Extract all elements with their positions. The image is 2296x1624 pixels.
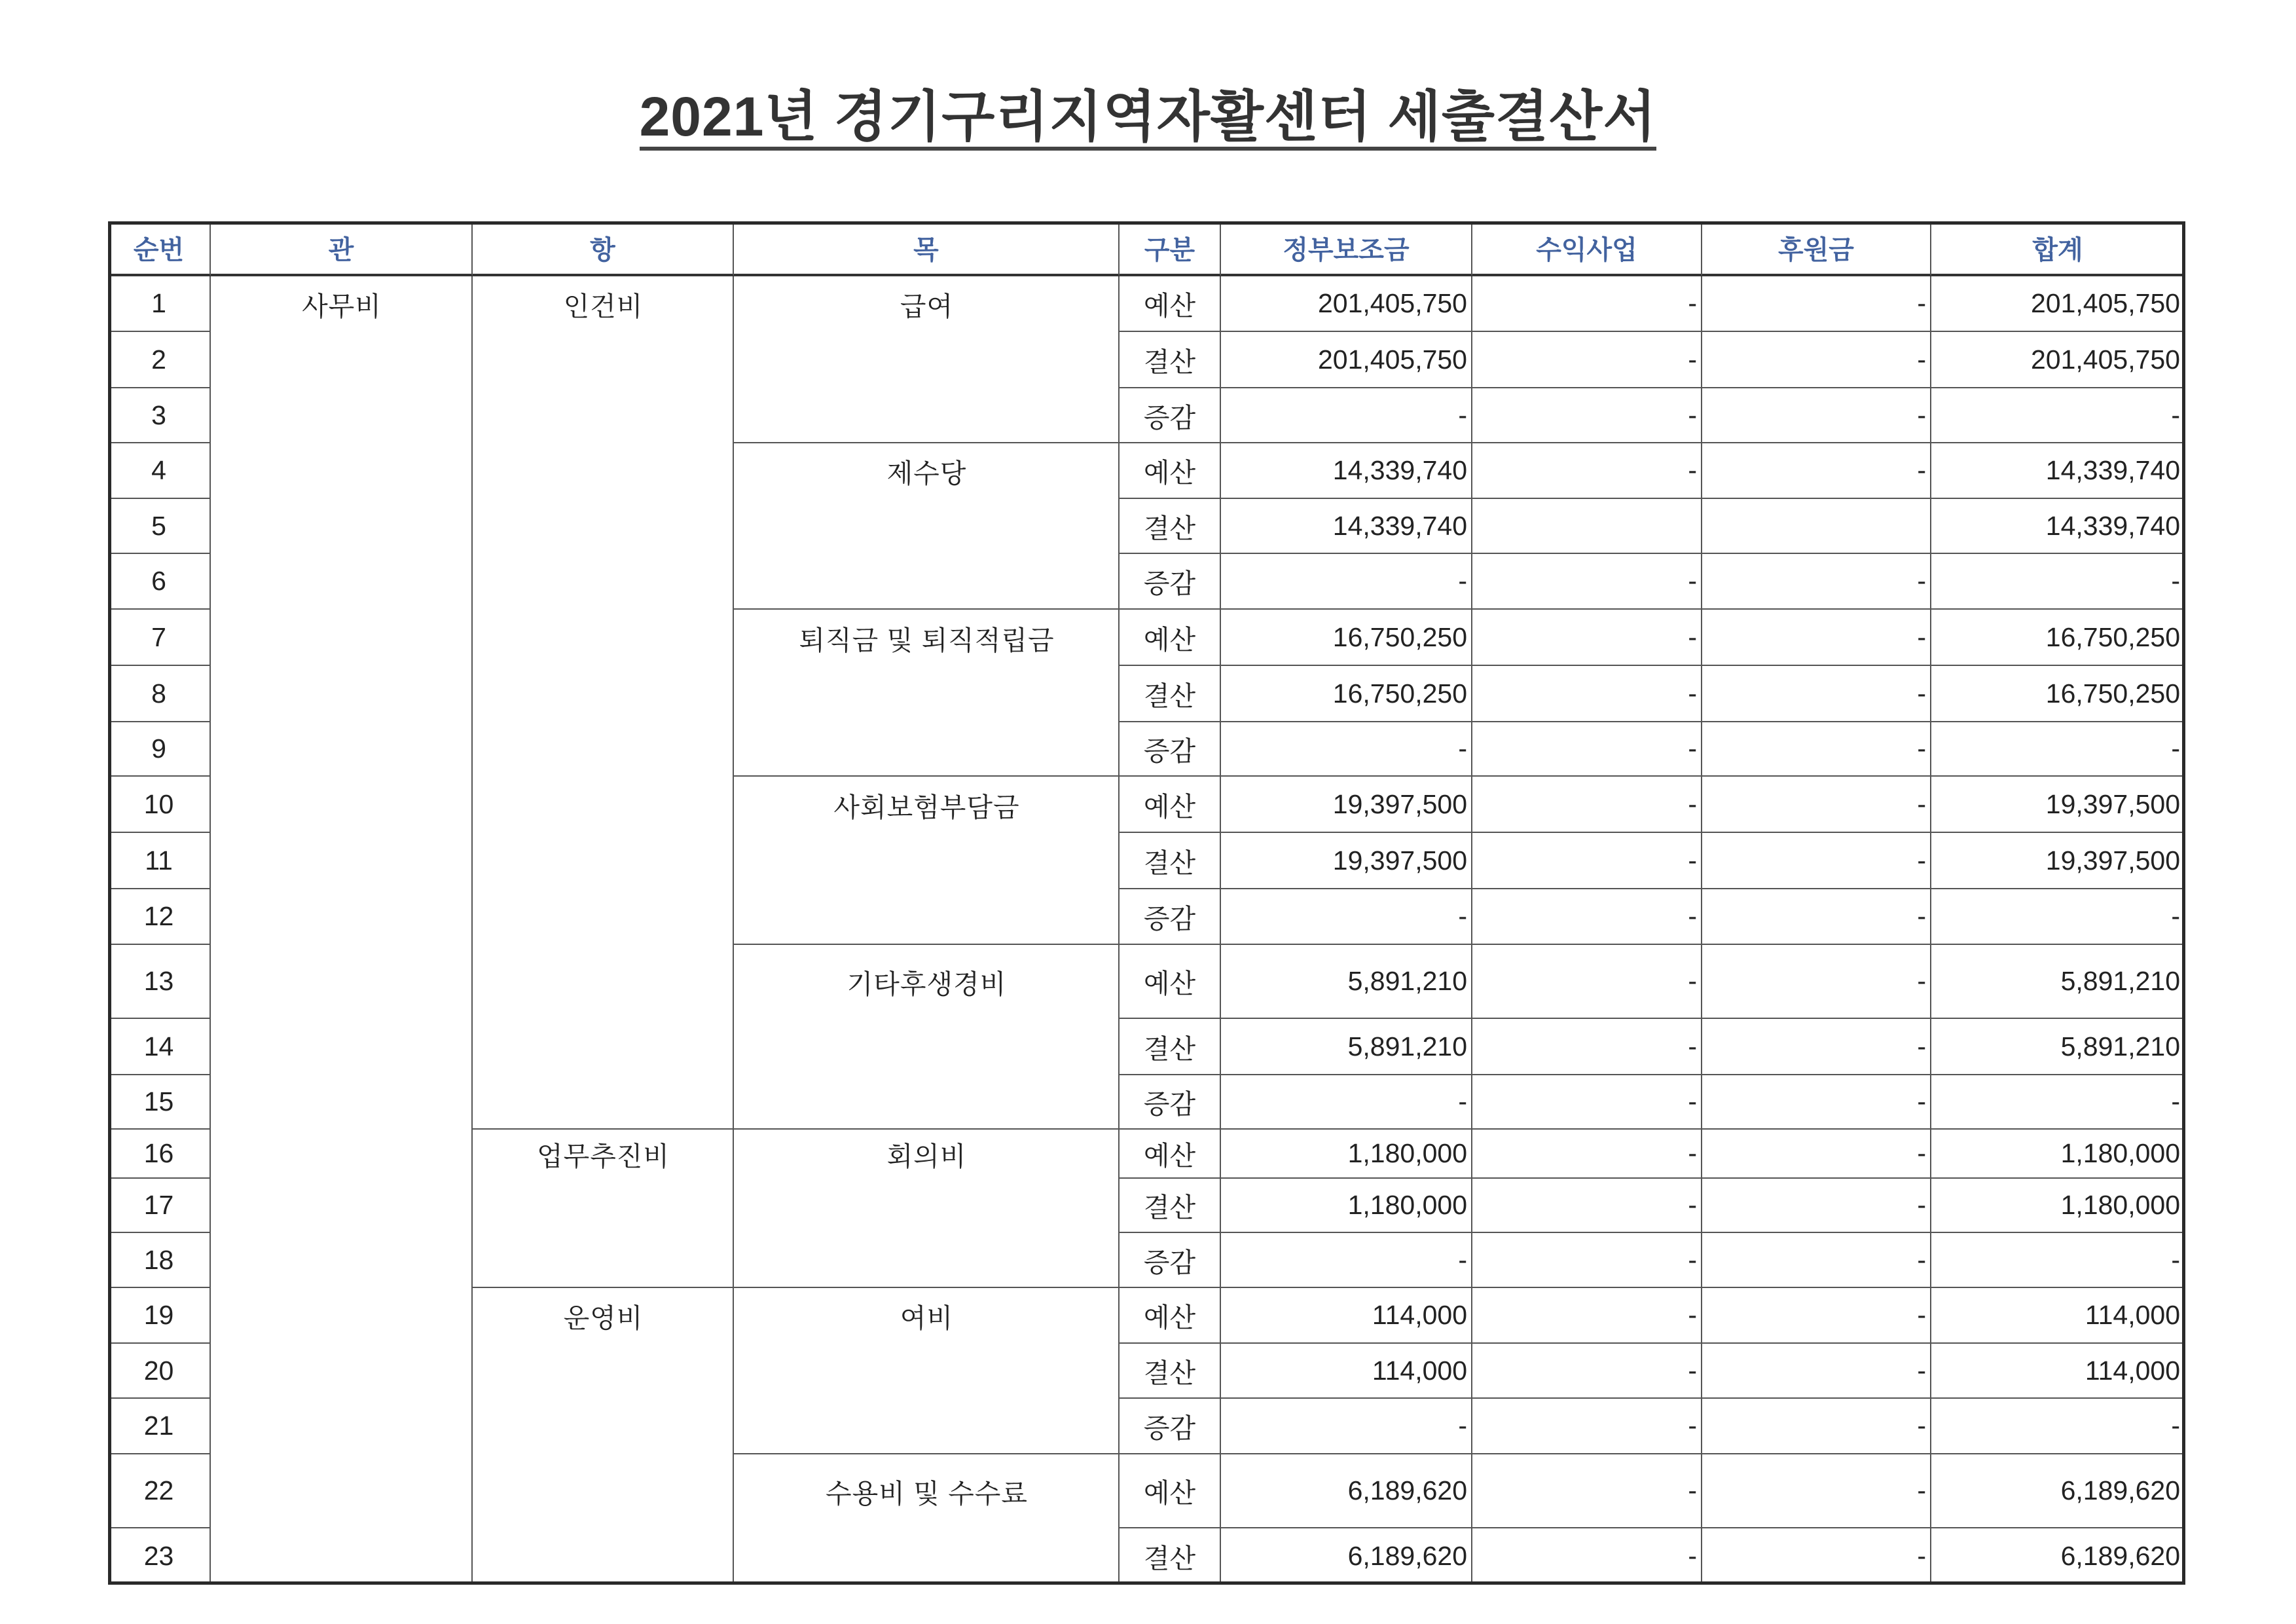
- gov-subsidy-cell: 6,189,620: [1221, 1528, 1472, 1585]
- row-number: 23: [108, 1528, 211, 1585]
- profit-business-cell: -: [1472, 1288, 1702, 1344]
- total-cell: 1,180,000: [1931, 1179, 2185, 1233]
- category-cell: 예산: [1120, 945, 1221, 1019]
- total-cell: 19,397,500: [1931, 833, 2185, 889]
- hang-label: 인건비: [563, 291, 644, 322]
- page-title: 2021년 경기구리지역자활센터 세출결산서: [640, 86, 1657, 151]
- row-number: 15: [108, 1075, 211, 1130]
- profit-business-cell: -: [1472, 1130, 1702, 1179]
- header-no: 순번: [108, 221, 211, 276]
- donation-cell: -: [1702, 833, 1931, 889]
- gov-subsidy-cell: 201,405,750: [1221, 276, 1472, 332]
- gov-subsidy-cell: 114,000: [1221, 1344, 1472, 1399]
- category-cell: 예산: [1120, 777, 1221, 833]
- donation-cell: -: [1702, 1454, 1931, 1528]
- profit-business-cell: -: [1472, 1528, 1702, 1585]
- mok-label: 퇴직금 및 퇴직적립금: [799, 625, 1055, 655]
- category-cell: 예산: [1120, 1454, 1221, 1528]
- profit-business-cell: -: [1472, 1233, 1702, 1288]
- profit-business-cell: -: [1472, 889, 1702, 945]
- profit-business-cell: -: [1472, 388, 1702, 443]
- donation-cell: [1702, 499, 1931, 554]
- category-cell: 증감: [1120, 388, 1221, 443]
- total-cell: 201,405,750: [1931, 332, 2185, 388]
- mok-label: 제수당: [886, 458, 967, 489]
- total-cell: 14,339,740: [1931, 499, 2185, 554]
- gov-subsidy-cell: 16,750,250: [1221, 666, 1472, 722]
- category-cell: 결산: [1120, 1179, 1221, 1233]
- header-total: 합계: [1931, 221, 2185, 276]
- donation-cell: -: [1702, 332, 1931, 388]
- gov-subsidy-cell: 6,189,620: [1221, 1454, 1472, 1528]
- donation-cell: -: [1702, 1344, 1931, 1399]
- row-number: 11: [108, 833, 211, 889]
- category-cell: 결산: [1120, 1528, 1221, 1585]
- row-number: 20: [108, 1344, 211, 1399]
- gov-subsidy-cell: -: [1221, 1399, 1472, 1454]
- profit-business-cell: -: [1472, 610, 1702, 666]
- hang-label: 업무추진비: [536, 1141, 670, 1172]
- donation-cell: -: [1702, 1233, 1931, 1288]
- total-cell: 1,180,000: [1931, 1130, 2185, 1179]
- gwan-cell: [211, 276, 473, 1585]
- category-cell: 결산: [1120, 1019, 1221, 1075]
- row-number: 18: [108, 1233, 211, 1288]
- row-number: 17: [108, 1179, 211, 1233]
- donation-cell: -: [1702, 1019, 1931, 1075]
- mok-label: 사회보험부담금: [833, 792, 1020, 822]
- row-number: 4: [108, 443, 211, 499]
- profit-business-cell: -: [1472, 1344, 1702, 1399]
- total-cell: 16,750,250: [1931, 610, 2185, 666]
- donation-cell: -: [1702, 722, 1931, 777]
- profit-business-cell: -: [1472, 666, 1702, 722]
- category-cell: 증감: [1120, 1233, 1221, 1288]
- category-cell: 증감: [1120, 889, 1221, 945]
- gov-subsidy-cell: 16,750,250: [1221, 610, 1472, 666]
- total-cell: 114,000: [1931, 1344, 2185, 1399]
- total-cell: -: [1931, 1233, 2185, 1288]
- gwan-label: 사무비: [302, 291, 382, 322]
- profit-business-cell: -: [1472, 332, 1702, 388]
- gov-subsidy-cell: 14,339,740: [1221, 443, 1472, 499]
- row-number: 9: [108, 722, 211, 777]
- gov-subsidy-cell: 14,339,740: [1221, 499, 1472, 554]
- profit-business-cell: -: [1472, 1179, 1702, 1233]
- row-number: 6: [108, 554, 211, 610]
- total-cell: 19,397,500: [1931, 777, 2185, 833]
- gov-subsidy-cell: 19,397,500: [1221, 777, 1472, 833]
- donation-cell: -: [1702, 1288, 1931, 1344]
- profit-business-cell: -: [1472, 1075, 1702, 1130]
- donation-cell: -: [1702, 276, 1931, 332]
- donation-cell: -: [1702, 889, 1931, 945]
- row-number: 8: [108, 666, 211, 722]
- gov-subsidy-cell: 114,000: [1221, 1288, 1472, 1344]
- donation-cell: -: [1702, 777, 1931, 833]
- total-cell: -: [1931, 722, 2185, 777]
- title-area: [0, 86, 2296, 151]
- total-cell: -: [1931, 1399, 2185, 1454]
- category-cell: 증감: [1120, 554, 1221, 610]
- profit-business-cell: [1472, 499, 1702, 554]
- profit-business-cell: -: [1472, 1019, 1702, 1075]
- profit-business-cell: -: [1472, 554, 1702, 610]
- header-hang: 항: [473, 221, 734, 276]
- donation-cell: -: [1702, 554, 1931, 610]
- row-number: 2: [108, 332, 211, 388]
- gov-subsidy-cell: -: [1221, 1233, 1472, 1288]
- row-number: 7: [108, 610, 211, 666]
- total-cell: 14,339,740: [1931, 443, 2185, 499]
- total-cell: 16,750,250: [1931, 666, 2185, 722]
- category-cell: 결산: [1120, 666, 1221, 722]
- category-cell: 예산: [1120, 443, 1221, 499]
- header-type: 구분: [1120, 221, 1221, 276]
- expenditure-table: [108, 221, 2185, 1585]
- category-cell: 예산: [1120, 610, 1221, 666]
- row-number: 12: [108, 889, 211, 945]
- row-number: 19: [108, 1288, 211, 1344]
- hang-label: 운영비: [563, 1303, 644, 1333]
- total-cell: -: [1931, 554, 2185, 610]
- header-profit-business: 수익사업: [1472, 221, 1702, 276]
- category-cell: 증감: [1120, 722, 1221, 777]
- category-cell: 예산: [1120, 276, 1221, 332]
- gov-subsidy-cell: 5,891,210: [1221, 945, 1472, 1019]
- category-cell: 결산: [1120, 499, 1221, 554]
- row-number: 10: [108, 777, 211, 833]
- total-cell: 5,891,210: [1931, 945, 2185, 1019]
- total-cell: 6,189,620: [1931, 1454, 2185, 1528]
- total-cell: 5,891,210: [1931, 1019, 2185, 1075]
- donation-cell: -: [1702, 388, 1931, 443]
- donation-cell: -: [1702, 443, 1931, 499]
- mok-label: 급여: [900, 291, 954, 322]
- gov-subsidy-cell: -: [1221, 1075, 1472, 1130]
- donation-cell: -: [1702, 1075, 1931, 1130]
- total-cell: 201,405,750: [1931, 276, 2185, 332]
- gov-subsidy-cell: -: [1221, 722, 1472, 777]
- donation-cell: -: [1702, 1179, 1931, 1233]
- category-cell: 예산: [1120, 1130, 1221, 1179]
- gov-subsidy-cell: 1,180,000: [1221, 1130, 1472, 1179]
- total-cell: -: [1931, 1075, 2185, 1130]
- category-cell: 증감: [1120, 1399, 1221, 1454]
- donation-cell: -: [1702, 1130, 1931, 1179]
- mok-label: 여비: [900, 1303, 954, 1333]
- gov-subsidy-cell: -: [1221, 889, 1472, 945]
- mok-label: 회의비: [886, 1141, 967, 1172]
- profit-business-cell: -: [1472, 276, 1702, 332]
- header-gwan: 관: [211, 221, 473, 276]
- donation-cell: -: [1702, 945, 1931, 1019]
- header-gov-subsidy: 정부보조금: [1221, 221, 1472, 276]
- profit-business-cell: -: [1472, 722, 1702, 777]
- hang-cell: [473, 276, 734, 1130]
- profit-business-cell: -: [1472, 833, 1702, 889]
- gov-subsidy-cell: -: [1221, 554, 1472, 610]
- header-donation: 후원금: [1702, 221, 1931, 276]
- gov-subsidy-cell: 19,397,500: [1221, 833, 1472, 889]
- row-number: 16: [108, 1130, 211, 1179]
- profit-business-cell: -: [1472, 1454, 1702, 1528]
- donation-cell: -: [1702, 1528, 1931, 1585]
- row-number: 14: [108, 1019, 211, 1075]
- donation-cell: -: [1702, 1399, 1931, 1454]
- mok-label: 기타후생경비: [847, 969, 1007, 999]
- profit-business-cell: -: [1472, 1399, 1702, 1454]
- gov-subsidy-cell: 1,180,000: [1221, 1179, 1472, 1233]
- gov-subsidy-cell: -: [1221, 388, 1472, 443]
- mok-label: 수용비 및 수수료: [825, 1479, 1029, 1509]
- gov-subsidy-cell: 5,891,210: [1221, 1019, 1472, 1075]
- total-cell: 6,189,620: [1931, 1528, 2185, 1585]
- profit-business-cell: -: [1472, 443, 1702, 499]
- donation-cell: -: [1702, 610, 1931, 666]
- category-cell: 결산: [1120, 1344, 1221, 1399]
- row-number: 5: [108, 499, 211, 554]
- total-cell: -: [1931, 889, 2185, 945]
- row-number: 1: [108, 276, 211, 332]
- category-cell: 결산: [1120, 332, 1221, 388]
- category-cell: 예산: [1120, 1288, 1221, 1344]
- total-cell: 114,000: [1931, 1288, 2185, 1344]
- donation-cell: -: [1702, 666, 1931, 722]
- profit-business-cell: -: [1472, 945, 1702, 1019]
- row-number: 21: [108, 1399, 211, 1454]
- category-cell: 결산: [1120, 833, 1221, 889]
- total-cell: -: [1931, 388, 2185, 443]
- profit-business-cell: -: [1472, 777, 1702, 833]
- category-cell: 증감: [1120, 1075, 1221, 1130]
- row-number: 22: [108, 1454, 211, 1528]
- gov-subsidy-cell: 201,405,750: [1221, 332, 1472, 388]
- header-mok: 목: [734, 221, 1120, 276]
- row-number: 13: [108, 945, 211, 1019]
- row-number: 3: [108, 388, 211, 443]
